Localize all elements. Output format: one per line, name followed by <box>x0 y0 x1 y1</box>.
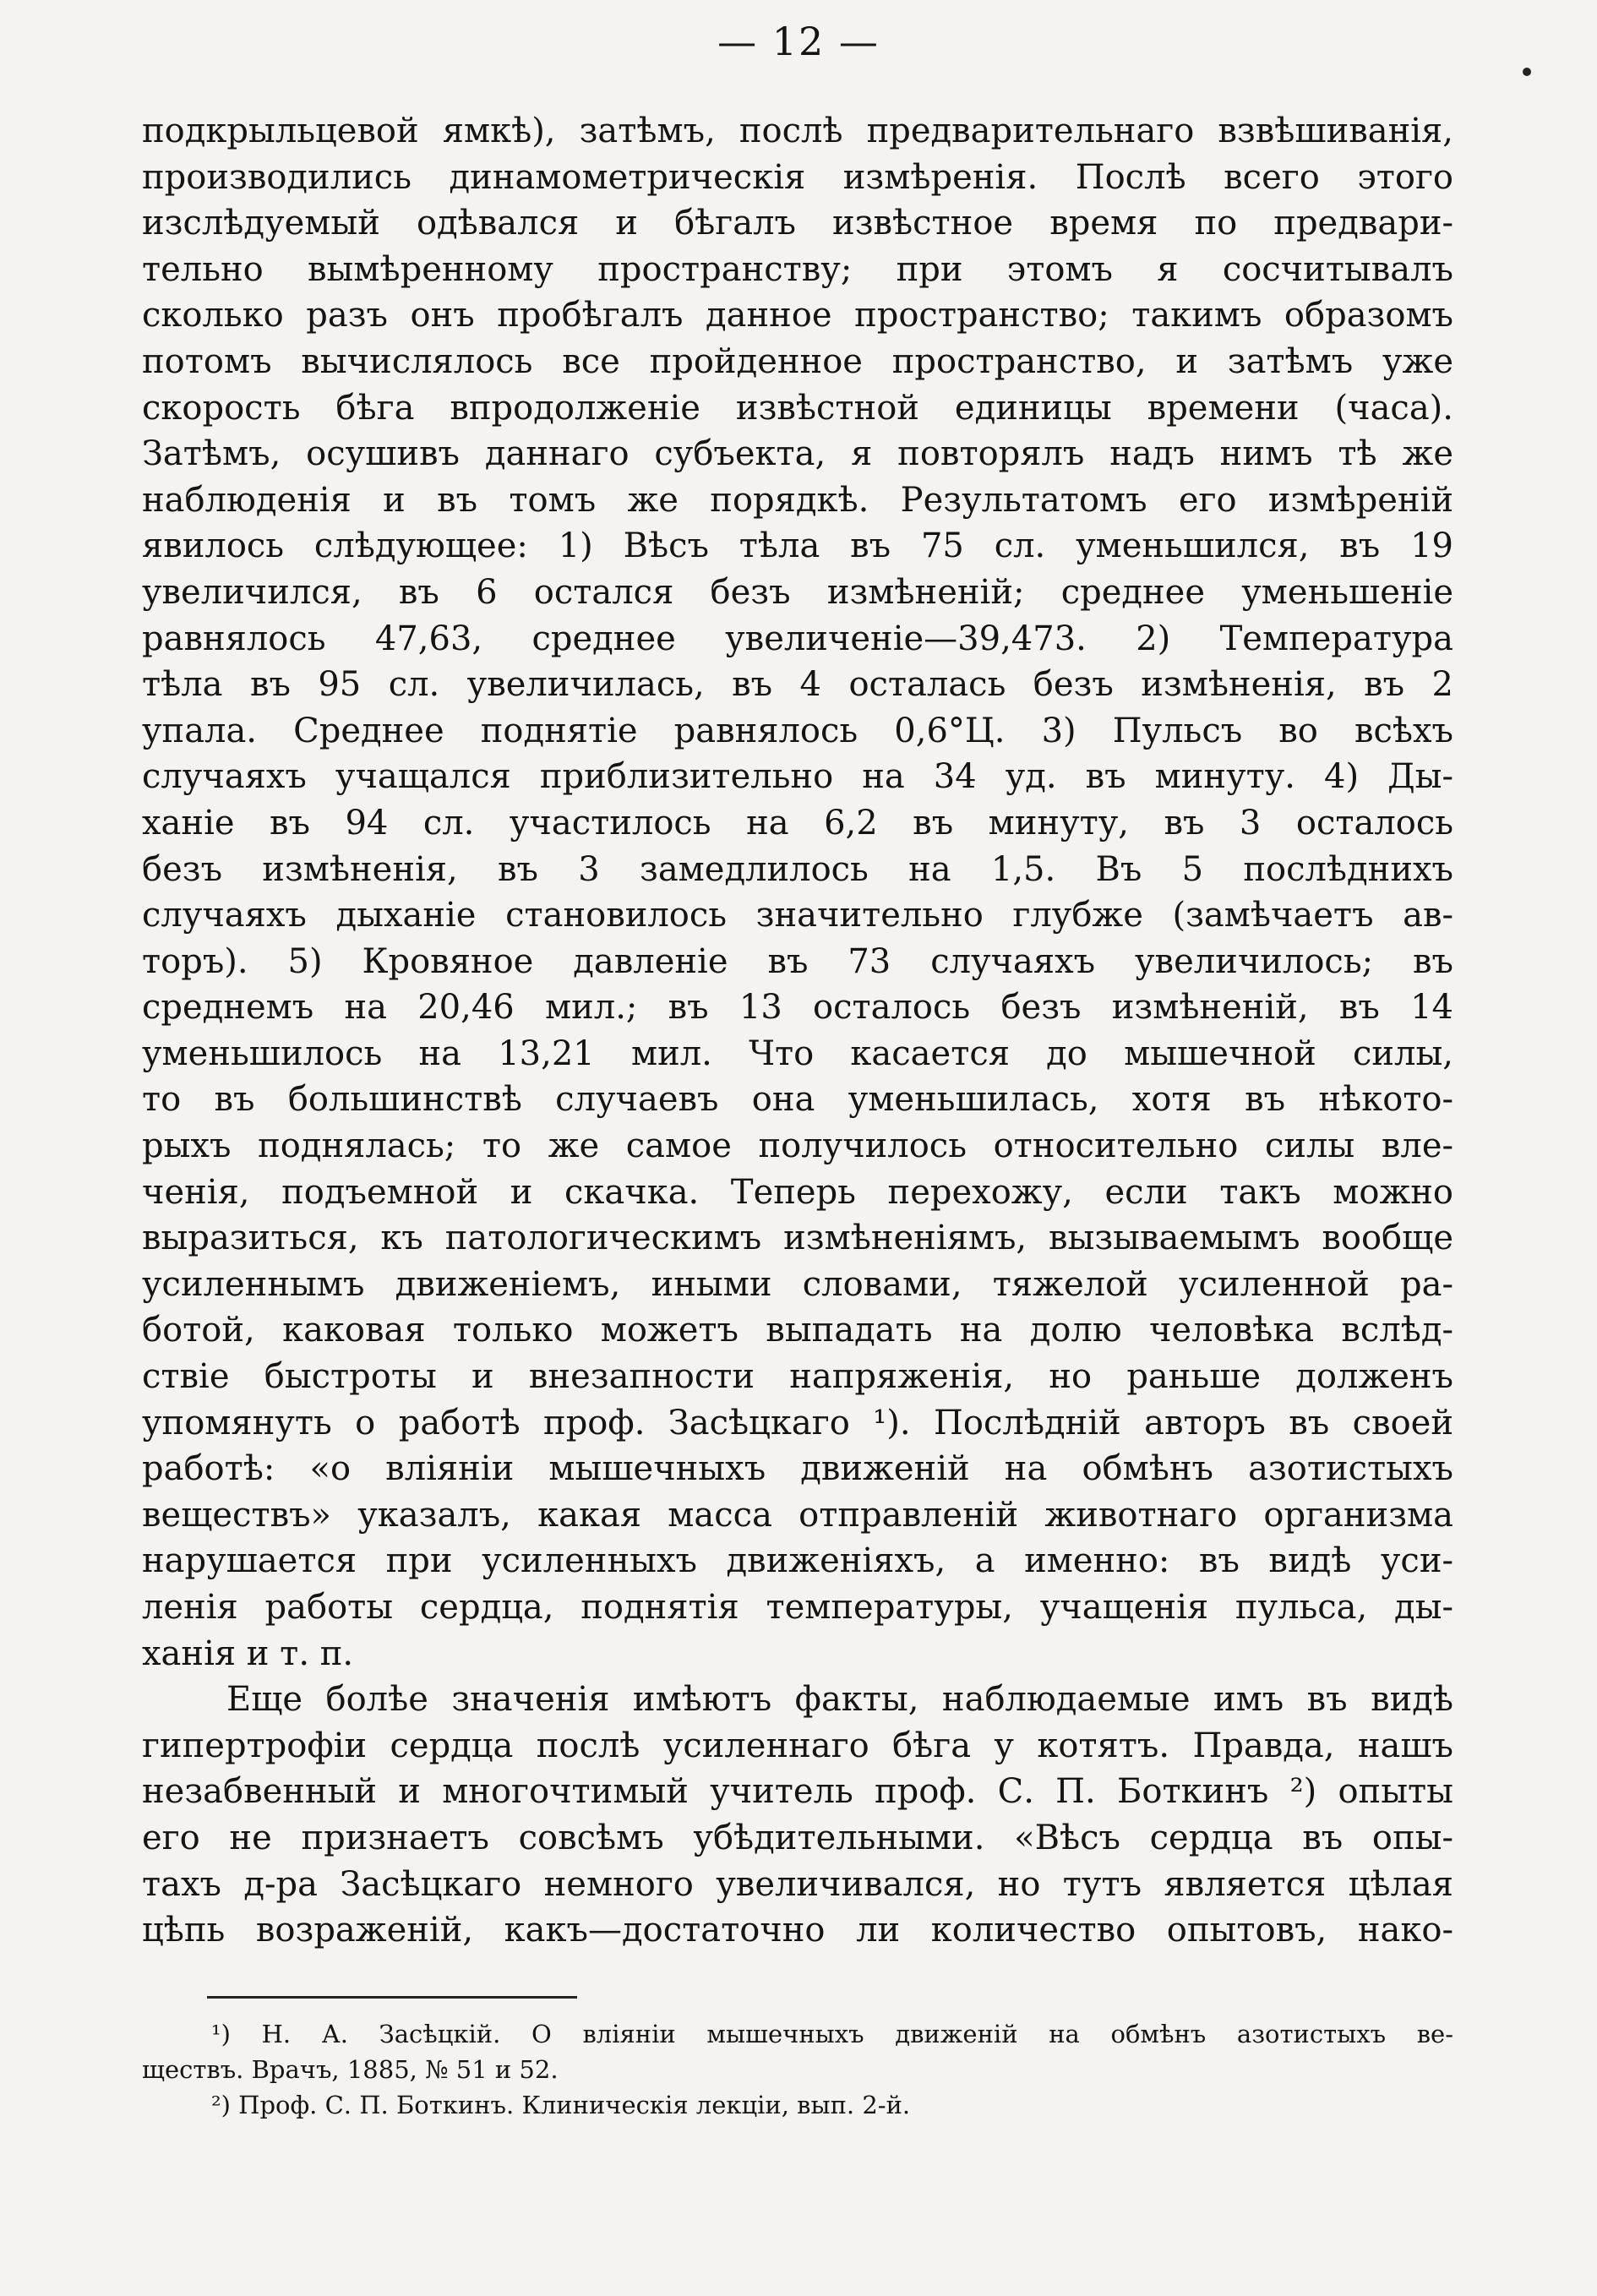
text-line: тахъ д-ра Засѣцкаго немного увеличивался, но тутъ является цѣлая <box>142 1864 1453 1904</box>
footnote-1-continuation: ществъ. Врачъ, 1885, № 51 и 52. <box>142 2055 559 2084</box>
text-line: равнялось 47,63, среднее увеличеніе—39,473. 2) Температура <box>142 619 1453 658</box>
text-line: производились динамометрическія измѣренія. Послѣ всего этого <box>142 157 1453 197</box>
footnote-2: ²) Проф. С. П. Боткинъ. Клиническія лекціи, вып. 2-й. <box>211 2091 911 2119</box>
text-line: ботой, каковая только можетъ выпадать на долю человѣка вслѣд- <box>142 1311 1453 1350</box>
text-line: цѣпь возраженій, какъ—достаточно ли количество опытовъ, нако- <box>142 1911 1453 1950</box>
text-line: подкрыльцевой ямкѣ), затѣмъ, послѣ предварительнаго взвѣшиванія, <box>142 112 1453 150</box>
text-line: веществъ» указалъ, какая масса отправленій животнаго организма <box>142 1495 1453 1535</box>
footnote-divider <box>207 1996 577 1999</box>
text-line: выразиться, къ патологическимъ измѣненіямъ, вызываемымъ вообще <box>142 1219 1453 1258</box>
text-line: случаяхъ учащался приблизительно на 34 уд. въ минуту. 4) Ды- <box>142 757 1453 797</box>
page-number: — 12 — <box>717 19 880 64</box>
text-line: тельно вымѣренному пространству; при этомъ я сосчитывалъ <box>142 249 1453 289</box>
body-text <box>142 108 1453 1954</box>
text-line: ленія работы сердца, поднятія температуры, учащенія пульса, ды- <box>142 1588 1453 1627</box>
text-line: упомянуть о работѣ проф. Засѣцкаго ¹). Послѣдній авторъ въ своей <box>142 1403 1453 1442</box>
text-line: ханіе въ 94 сл. участилось на 6,2 въ минуту, въ 3 осталось <box>142 803 1453 843</box>
text-line: торъ). 5) Кровяное давленіе въ 73 случаяхъ увеличилось; въ <box>142 941 1453 981</box>
text-line: потомъ вычислялось все пройденное пространство, и затѣмъ уже <box>142 341 1453 381</box>
text-line: незабвенный и многочтимый учитель проф. С. П. Боткинъ ²) опыты <box>142 1772 1453 1812</box>
text-line: то въ большинствѣ случаевъ она уменьшилась, хотя въ нѣкото- <box>142 1080 1453 1120</box>
footnote-1-line: ¹) Н. А. Засѣцкій. О вліяніи мышечныхъ движеній на обмѣнъ азотистыхъ ве- <box>211 2020 1453 2048</box>
text-line: гипертрофіи сердца послѣ усиленнаго бѣга у котятъ. Правда, нашъ <box>142 1726 1453 1765</box>
text-line: уменьшилось на 13,21 мил. Что касается до мышечной силы, <box>142 1033 1453 1073</box>
text-line: явилось слѣдующее: 1) Вѣсъ тѣла въ 75 сл. уменьшился, въ 19 <box>142 526 1453 566</box>
text-line: ченія, подъемной и скачка. Теперь перехожу, если такъ можно <box>142 1172 1453 1212</box>
text-line: рыхъ поднялась; то же самое получилось относительно силы вле- <box>142 1126 1453 1166</box>
text-line: нарушается при усиленныхъ движеніяхъ, а именно: въ видѣ уси- <box>142 1541 1453 1581</box>
paragraph-start-line: Еще болѣе значенія имѣютъ факты, наблюдаемые имъ въ видѣ <box>226 1680 1453 1720</box>
text-line: среднемъ на 20,46 мил.; въ 13 осталось безъ измѣненій, въ 14 <box>142 988 1453 1028</box>
text-line: случаяхъ дыханіе становилось значительно глубже (замѣчаетъ ав- <box>142 896 1453 935</box>
text-line: изслѣдуемый одѣвался и бѣгалъ извѣстное время по предвари- <box>142 204 1453 243</box>
ink-speck <box>1523 68 1531 76</box>
text-line: Затѣмъ, осушивъ даннаго субъекта, я повторялъ надъ нимъ тѣ же <box>142 434 1453 474</box>
text-line: усиленнымъ движеніемъ, иными словами, тяжелой усиленной ра- <box>142 1264 1453 1304</box>
text-line: скорость бѣга впродолженіе извѣстной единицы времени (часа). <box>142 388 1453 428</box>
text-line: работѣ: «о вліяніи мышечныхъ движеній на обмѣнъ азотистыхъ <box>142 1449 1453 1489</box>
paragraph-end-line: ханія и т. п. <box>142 1633 354 1673</box>
text-line: сколько разъ онъ пробѣгалъ данное пространство; такимъ образомъ <box>142 296 1453 335</box>
footnotes <box>142 2016 1453 2123</box>
text-line: тѣла въ 95 сл. увеличилась, въ 4 осталась безъ измѣненія, въ 2 <box>142 665 1453 705</box>
text-line: безъ измѣненія, въ 3 замедлилось на 1,5. Въ 5 послѣднихъ <box>142 849 1453 889</box>
text-line: его не признаетъ совсѣмъ убѣдительными. «Вѣсъ сердца въ опы- <box>142 1818 1453 1857</box>
text-line: наблюденія и въ томъ же порядкѣ. Результатомъ его измѣреній <box>142 480 1453 520</box>
text-line: увеличился, въ 6 остался безъ измѣненій; среднее уменьшеніе <box>142 572 1453 612</box>
text-line: ствіе быстроты и внезапности напряженія, но раньше долженъ <box>142 1357 1453 1397</box>
text-line: упала. Среднее поднятіе равнялось 0,6°Ц. 3) Пульсъ во всѣхъ <box>142 711 1453 750</box>
